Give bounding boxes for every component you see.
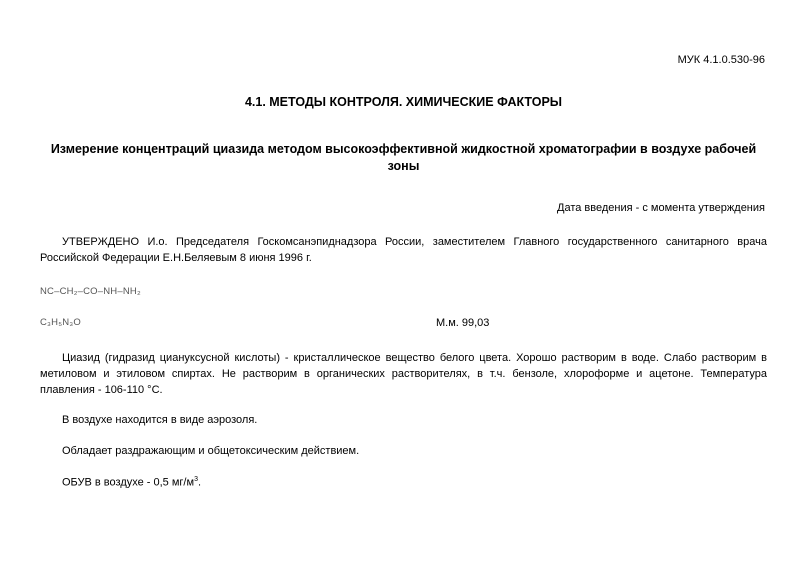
document-code: МУК 4.1.0.530-96 [677, 54, 765, 66]
obuv-end: . [197, 476, 202, 489]
introduction-date: Дата введения - с момента утверждения [557, 202, 765, 214]
gross-formula: C₃H₅N₃O [40, 317, 81, 328]
obuv-paragraph [40, 476, 201, 489]
section-title: 4.1. МЕТОДЫ КОНТРОЛЯ. ХИМИЧЕСКИЕ ФАКТОРЫ [244, 95, 563, 109]
document-title: Измерение концентраций циазида методом высокоэффективной жидкостной хроматографии в воздухе рабочей зоны [50, 142, 757, 173]
obuv-text: ОБУВ в воздухе - 0,5 мг/м [62, 476, 195, 489]
structural-formula: NC–CH₂–CO–NH–NH₂ [40, 286, 141, 297]
aerosol-paragraph: В воздухе находится в виде аэрозоля. [62, 414, 258, 426]
approval-paragraph: УТВЕРЖДЕНО И.о. Председателя Госкомсанэпиднадзора России, заместителем Главного государственного санитарного врача Российской Федерации Е.Н.Беляевым 8 июня 1996 г. [40, 236, 767, 264]
description-paragraph: Циазид (гидразид циануксусной кислоты) - кристаллическое вещество белого цвета. Хорошо растворим в воде. Слабо растворим в метиловом и этиловом спиртах. Не растворим в органических растворителях, в т.ч. бензоле, хлороформе и ацетоне. Температура плавления - 106-110 °С. [40, 352, 767, 396]
action-paragraph: Обладает раздражающим и общетоксическим действием. [62, 445, 360, 457]
molecular-mass: М.м. 99,03 [436, 317, 490, 329]
obuv-exponent: 3 [194, 476, 198, 483]
